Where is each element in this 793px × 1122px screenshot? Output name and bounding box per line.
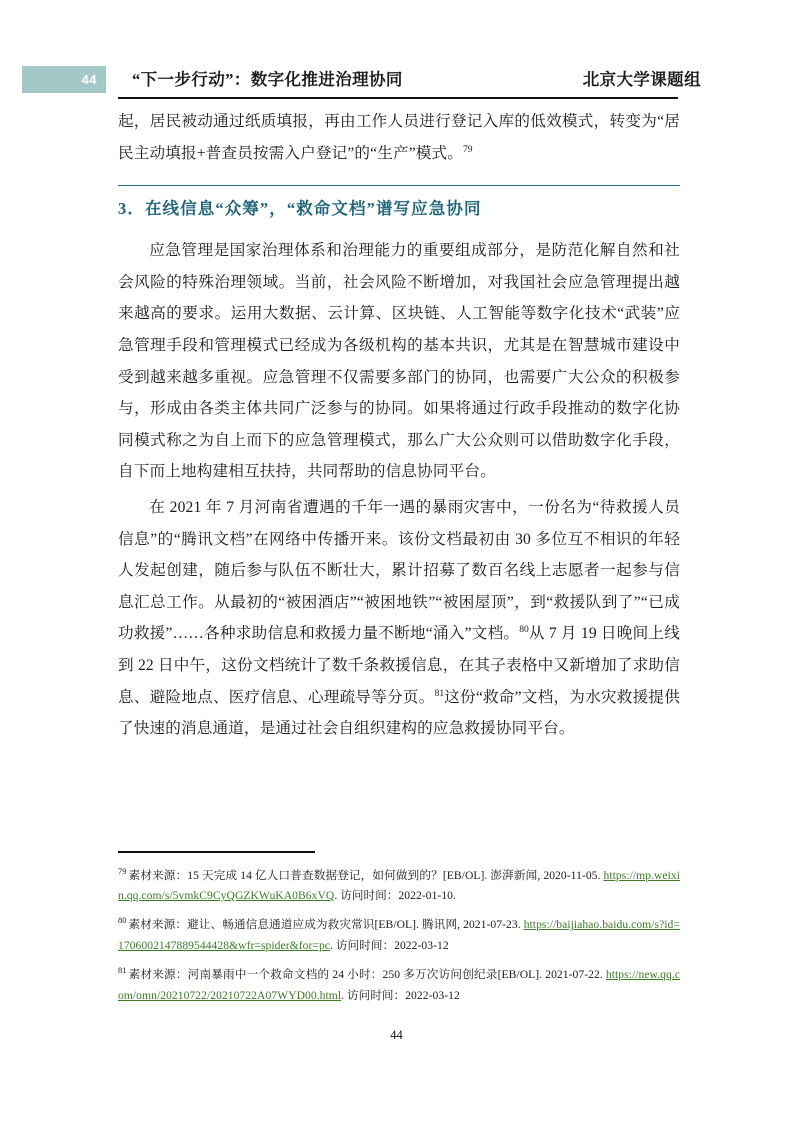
footnote-item: [118, 915, 680, 956]
page-number-footer: 44: [390, 1028, 403, 1042]
footnote-ref-80[interactable]: 80: [519, 625, 529, 636]
footnote-link[interactable]: https://baijiahao.baidu.com/s?id=1706002147889544428&wfr=spider&for=pc: [118, 918, 680, 952]
section-heading-rule: [118, 185, 680, 186]
paragraph-henan-part2: 从 7 月 19 日晚间上线到 22 日中午，这份文档统计了数千条救援信息，在其子表格中又新增加了求助信息、避险地点、医疗信息、心理疏导等分页。: [118, 625, 680, 706]
footnote-link[interactable]: https://new.qq.com/omn/20210722/20210722A07WYD00.html: [118, 968, 680, 1002]
section-heading-text: 3．在线信息“众筹”，“救命文档”谱写应急协同: [118, 199, 482, 219]
footnote-text-before: 素材来源：15 天完成 14 亿人口普查数据登记，如何做到的？[EB/OL]. 澎湃新闻, 2020-11-05.: [128, 868, 604, 882]
paragraph-henan-part1: 在 2021 年 7 月河南省遭遇的千年一遇的暴雨灾害中，一份名为“待救援人员信息”的“腾讯文档”在网络中传播开来。该份文档最初由 30 多位互不相识的年轻人发起创建，随后参与队伍不断壮大，累计招募了数百名线上志愿者一起参与信息汇总工作。从最初的“被困酒店”“被困地铁”“被困屋顶”，到“救援队到了”“已成功救援”……各种求助信息和救援力量不断地“涌入”文档。: [118, 498, 680, 643]
footnote-item: [118, 965, 680, 1006]
header-organization: 北京大学课题组: [582, 70, 701, 89]
header-divider: [118, 97, 678, 99]
paragraph-continued-text: 起，居民被动通过纸质填报，再由工作人员进行登记入库的低效模式，转变为“居民主动填报+普查员按需入户登记”的“生产”模式。: [118, 113, 680, 162]
footnote-ref-81[interactable]: 81: [434, 688, 445, 699]
paragraph-continued: [118, 106, 680, 169]
footnote-separator: [118, 851, 315, 853]
footnote-text-before: 素材来源：河南暴雨中一个救命文档的 24 小时：250 多万次访问创纪录[EB/OL]. 2021-07-22.: [128, 968, 606, 982]
paragraph-emergency-management: 应急管理是国家治理体系和治理能力的重要组成部分，是防范化解自然和社会风险的特殊治理领域。当前，社会风险不断增加，对我国社会应急管理提出越来越高的要求。运用大数据、云计算、区块链、人工智能等数字化技术“武装”应急管理手段和管理模式已经成为各级机构的基本共识，尤其是在智慧城市建设中受到越来越多重视。应急管理不仅需要多部门的协同，也需要广大公众的积极参与，形成由各类主体共同广泛参与的协同。如果将通过行政手段推动的数字化协同模式称之为自上而下的应急管理模式，那么广大公众则可以借助数字化手段，自下而上地构建相互扶持，共同帮助的信息协同平台。: [118, 242, 680, 481]
footnote-number: 81: [118, 966, 127, 976]
page-header: [0, 58, 793, 100]
footnote-link[interactable]: https://mp.weixin.qq.com/s/5vmkC9CyQGZKWuKA0B6xVQ: [118, 868, 680, 902]
footnote-number: 79: [118, 866, 127, 876]
header-document-title: “下一步行动”：数字化推进治理协同: [132, 70, 403, 89]
footnote-area: [118, 851, 680, 1015]
footnote-number: 80: [118, 916, 127, 926]
footnote-text-after: . 访问时间：2022-03-12: [341, 988, 460, 1002]
footnote-text-after: . 访问时间：2022-01-10.: [334, 888, 456, 902]
paragraph-henan-flood: [118, 492, 680, 745]
body-text-column: [118, 106, 680, 749]
footnote-item: [118, 866, 680, 907]
section-heading-block: [118, 195, 680, 219]
footnote-text-before: 素材来源：避让、畅通信息通道应成为救灾常识[EB/OL]. 腾讯网, 2021-07-23.: [128, 918, 524, 932]
paragraph-henan-part3: 这份“救命”文档，为水灾救援提供了快速的消息通道，是通过社会自组织建构的应急救援协同平台。: [118, 688, 680, 738]
header-folio-badge: 44: [22, 66, 106, 93]
footnote-text-after: . 访问时间：2022-03-12: [330, 938, 449, 952]
footnote-ref-79[interactable]: 79: [463, 144, 473, 155]
